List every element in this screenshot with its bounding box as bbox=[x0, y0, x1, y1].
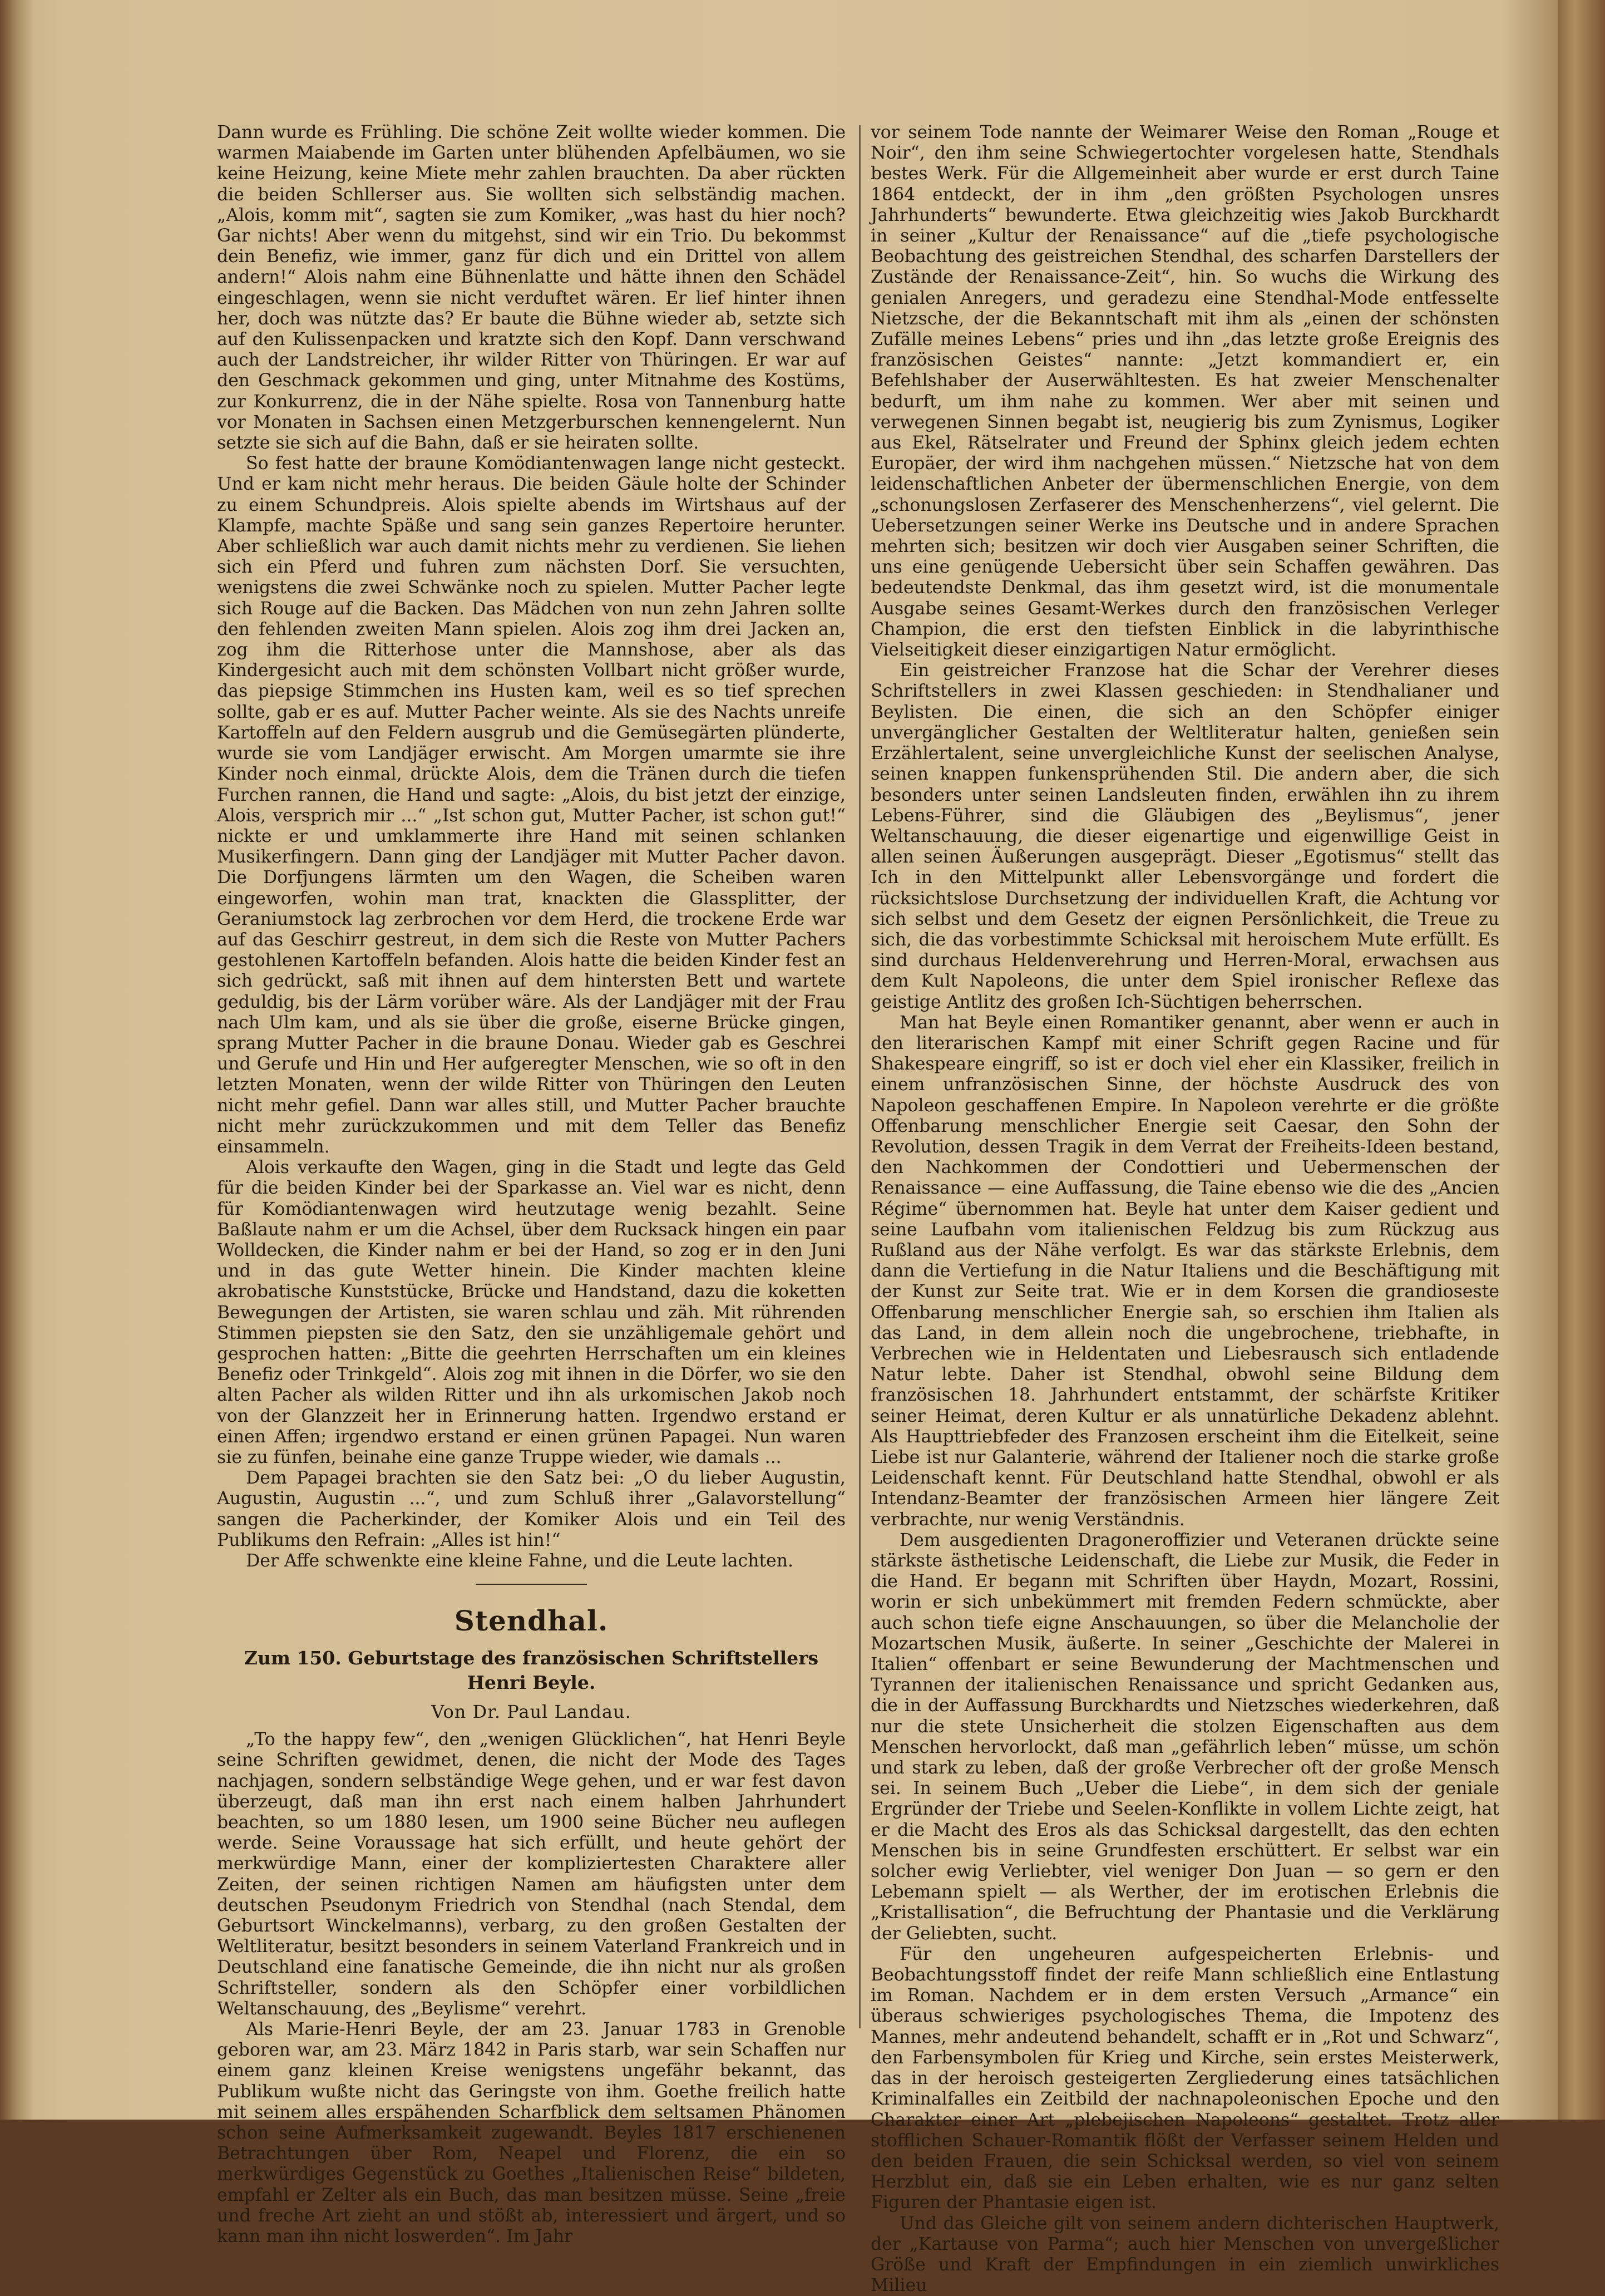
article-paragraph: vor seinem Tode nannte der Weimarer Weise den Roman „Rouge et Noir“, den ihm seine Schwiegertochter vorgelesen hatte, Stendhals bestes Werk. Für die Allgemeinheit aber wurde er erst durch Taine 1864 entdeckt, der in ihm „den größten Psychologen unsres Jahrhunderts“ bewunderte. Etwa gleichzeitig wies Jakob Burckhardt in seiner „Kultur der Renaissance“ auf die „tiefe psychologische Beobachtung des geistreichen Stendhal, des scharfen Darstellers der Zustände der Renaissance-Zeit“, hin. So wuchs die Wirkung des genialen Anregers, und geradezu eine Stendhal-Mode entfesselte Nietzsche, der die Bekanntschaft mit ihm als „einen der schönsten Zufälle meines Lebens“ pries und ihn „das letzte große Ereignis des französischen Geistes“ nannte: „Jetzt kommandiert er, ein Befehlshaber der Auserwähltesten. Es hat zweier Menschenalter bedurft, um ihm nahe zu kommen. Wer aber mit seinen und verwegenen Sinnen begabt ist, neugierig bis zum Zynismus, Logiker aus Ekel, Rätselrater und Freund der Sphinx gleich jedem echten Europäer, der wird ihm nachgehen müssen.“ Nietzsche hat von dem leidenschaftlichen Anbeter der übermenschlichen Energie, von dem „schonungslosen Zerfaserer des Menschenherzens“, viel gelernt. Die Uebersetzungen seiner Werke ins Deutsche und in andere Sprachen mehrten sich; besitzen wir doch vier Ausgaben seiner Schriften, die uns eine genügende Uebersicht über sein Schaffen gewähren. Das bedeutendste Denkmal, das ihm gesetzt wird, ist die monumentale Ausgabe seines Gesamt-Werkes durch den französischen Verleger Champion, die erst den tiefsten Einblick in die labyrinthische Vielseitigkeit dieser einzigartigen Natur ermöglicht. bbox=[871, 122, 1499, 661]
story-paragraph: Der Affe schwenkte eine kleine Fahne, und die Leute lachten. bbox=[246, 1551, 793, 1571]
right-column bbox=[871, 122, 1499, 2296]
left-column bbox=[217, 122, 846, 2247]
story-paragraph: So fest hatte der braune Komödiantenwagen lange nicht gesteckt. Und er kam nicht mehr heraus. Die beiden Gäule holte der Schinder zu einem Schundpreis. Alois spielte abends im Wirtshaus auf der Klampfe, machte Späße und sang sein ganzes Repertoire herunter. Aber schließlich war auch damit nichts mehr zu verdienen. Sie liehen sich ein Pferd und fuhren zum nächsten Dorf. Sie versuchten, wenigstens die zwei Schwänke noch zu spielen. Mutter Pacher legte sich Rouge auf die Backen. Das Mädchen von nun zehn Jahren sollte den fehlenden zweiten Mann spielen. Alois zog ihm drei Jacken an, zog ihm die Ritterhose unter die Mannshose, aber als das Kindergesicht auch mit dem schönsten Vollbart nicht größer wurde, das piepsige Stimmchen ins Husten kam, weil es so tief sprechen sollte, gab er es auf. Mutter Pacher weinte. Als sie des Nachts unreife Kartoffeln auf den Feldern ausgrub und die Gemüsegärten plünderte, wurde sie vom Landjäger erwischt. Am Morgen umarmte sie ihre Kinder noch einmal, drückte Alois, dem die Tränen durch die tiefen Furchen rannen, die Hand und sagte: „Alois, du bist jetzt der einzige, Alois, versprich mir ...“ „Ist schon gut, Mutter Pacher, ist schon gut!“ nickte er und umklammerte ihre Hand mit seinen schlanken Musikerfingern. Dann ging der Landjäger mit Mutter Pacher davon. Die Dorfjungens lärmten um den Wagen, die Scheiben waren eingeworfen, wohin man trat, knackten die Glassplitter, der Geraniumstock lag zerbrochen vor dem Herd, die trockene Erde war auf das Geschirr gestreut, in dem sich die Reste von Mutter Pachers gestohlenen Kartoffeln befanden. Alois hatte die beiden Kinder fest an sich gedrückt, saß mit ihnen auf dem hintersten Bett und wartete geduldig, bis der Lärm vorüber wäre. Als der Landjäger mit der Frau nach Ulm kam, und als sie über die große, eiserne Brücke gingen, sprang Mutter Pacher in die braune Donau. Wieder gab es Geschrei und Gerufe und Hin und Her aufgeregter Menschen, wie so oft in den letzten Monaten, wenn der wilde Ritter von Thüringen den Leuten nicht mehr gefiel. Dann war alles still, und Mutter Pacher brauchte nicht mehr zurückzukommen und mit dem Teller das Benefiz einsammeln. bbox=[217, 454, 846, 1157]
article-paragraph: Ein geistreicher Franzose hat die Schar der Verehrer dieses Schriftstellers in zwei Klassen geschieden: in Stendhalianer und Beylisten. Die einen, die sich an den Schöpfer einiger unvergänglicher Gestalten der Weltliteratur halten, genießen sein Erzählertalent, seine unvergleichliche Kunst der seelischen Analyse, seinen knappen funkensprühenden Stil. Die andern aber, die sich besonders unter seinen Landsleuten finden, erwählen ihn zu ihrem Lebens-Führer, sind die Gläubigen des „Beylismus“, jener Weltanschauung, die dieser eigenartige und eigenwillige Geist in allen seinen Äußerungen ausgeprägt. Dieser „Egotismus“ stellt das Ich in den Mittelpunkt aller Lebensvorgänge und fordert die rücksichtslose Durchsetzung der individuellen Kraft, die Achtung vor sich selbst und dem Gesetz der eignen Persönlichkeit, die Treue zu sich, die das vorbestimmte Schicksal mit heroischem Mute erfüllt. Es sind durchaus Heldenverehrung und Herren-Moral, erwachsen aus dem Kult Napoleons, die unter dem Spiel ironischer Reflexe das geistige Antlitz des großen Ich-Süchtigen beherrschen. bbox=[871, 661, 1499, 1012]
column-divider bbox=[859, 125, 861, 2028]
section-divider bbox=[476, 1584, 587, 1585]
article-paragraph: Für den ungeheuren aufgespeicherten Erlebnis- und Beobachtungsstoff findet der reife Mann schließlich eine Entlastung im Roman. Nachdem er in dem ersten Versuch „Armance“ ein überaus schwieriges psychologisches Thema, die Impotenz des Mannes, mehr andeutend behandelt, schafft er in „Rot und Schwarz“, den Farbensymbolen für Krieg und Kirche, sein erstes Meisterwerk, das in der heroisch gesteigerten Zergliederung eines tatsächlichen Kriminalfalles ein Zeitbild der nachnapoleonischen Epoche und den Charakter einer Art „plebejischen Napoleons“ gestaltet. Trotz aller stofflichen Schauer-Romantik flößt der Verfasser seinem Helden und den beiden Frauen, die sein Schicksal werden, so viel von seinem Herzblut ein, daß sie ein Leben erhalten, wie es nur ganz selten Figuren der Phantasie eigen ist. bbox=[871, 1944, 1499, 2213]
article-subtitle: Zum 150. Geburtstage des französischen Schriftstellers Henri Beyle. bbox=[244, 1647, 819, 1694]
newspaper-page bbox=[50, 0, 1572, 2296]
article-paragraph: Als Marie-Henri Beyle, der am 23. Januar 1783 in Grenoble geboren war, am 23. März 1842 in Paris starb, war sein Schaffen nur einem ganz kleinen Kreise wenigstens ungefähr bekannt, das Publikum wußte nicht das Geringste von ihm. Goethe freilich hatte mit seinem alles erspähenden Scharfblick dem seltsamen Phänomen schon seine Aufmerksamkeit zugewandt. Beyles 1817 erschienenen Betrachtungen über Rom, Neapel und Florenz, die ein so merkwürdiges Gegenstück zu Goethes „Italienischen Reise“ bildeten, empfahl er Zelter als ein Buch, das man besitzen müsse. Seine „freie und freche Art zieht an und stößt ab, interessiert und ärgert, und so kann man ihn nicht loswerden“. Im Jahr bbox=[217, 2019, 846, 2247]
article-paragraph: Man hat Beyle einen Romantiker genannt, aber wenn er auch in den literarischen Kampf mit einer Schrift gegen Racine und für Shakespeare eingriff, so ist er doch viel eher ein Klassiker, freilich in einem unfranzösischen Sinne, der höchste Ausdruck des von Napoleon geschaffenen Empire. In Napoleon verehrte er die größte Offenbarung menschlicher Energie seit Caesar, den Sohn der Revolution, dessen Tragik in dem Verrat der Freiheits-Ideen bestand, den Nachkommen der Condottieri und Uebermenschen der Renaissance — eine Auffassung, die Taine ebenso wie die des „Ancien Régime“ übernommen hat. Beyle hat unter dem Kaiser gedient und seine Laufbahn vom italienischen Feldzug bis zum Rückzug aus Rußland aus der Nähe verfolgt. Es war das stärkste Erlebnis, dem dann die Vertiefung in die Natur Italiens und die Beschäftigung mit der Kunst zur Seite trat. Wie er in dem Korsen die grandioseste Offenbarung menschlicher Energie sah, so erschien ihm Italien als das Land, in dem allein noch die ungebrochene, triebhafte, in Verbrechen wie in Heldentaten und Liebesrausch sich entladende Natur lebte. Daher ist Stendhal, obwohl seine Bildung dem französischen 18. Jahrhundert entstammt, der schärfste Kritiker seiner Heimat, deren Kultur er als unnatürliche Dekadenz ablehnt. Als Haupttriebfeder des Franzosen erscheint ihm die Eitelkeit, seine Liebe ist nur Galanterie, während der Italiener noch die starke große Leidenschaft kennt. Für Deutschland hatte Stendhal, obwohl er als Intendanz-Beamter der französischen Armeen hier längere Zeit verbrachte, nur wenig Verständnis. bbox=[871, 1012, 1499, 1530]
article-paragraph: „To the happy few“, den „wenigen Glücklichen“, hat Henri Beyle seine Schriften gewidmet, denen, die nicht der Mode des Tages nachjagen, sondern selbständige Wege gehen, und er war fest davon überzeugt, daß man ihn erst nach einem halben Jahrhundert beachten, so um 1880 lesen, um 1900 seine Bücher neu auflegen werde. Seine Voraussage hat sich erfüllt, und heute gehört der merkwürdige Mann, einer der kompliziertesten Charaktere aller Zeiten, der seinen richtigen Namen am häufigsten unter dem deutschen Pseudonym Friedrich von Stendhal (nach Stendal, dem Geburtsort Winckelmanns), verbarg, zu den großen Gestalten der Weltliteratur, besitzt besonders in seinem Vaterland Frankreich und in Deutschland eine fanatische Gemeinde, die ihn nicht nur als großen Schriftsteller, sondern als den Schöpfer einer vorbildlichen Weltanschauung, des „Beylisme“ verehrt. bbox=[217, 1730, 846, 2019]
story-paragraph: Dem Papagei brachten sie den Satz bei: „O du lieber Augustin, Augustin, Augustin ...“, und zum Schluß ihrer „Galavorstellung“ sangen die Pacherkinder, der Komiker Alois und ein Teil des Publikums den Refrain: „Alles ist hin!“ bbox=[217, 1468, 846, 1550]
article-title: Stendhal. bbox=[454, 1604, 609, 1638]
story-paragraph: Alois verkaufte den Wagen, ging in die Stadt und legte das Geld für die beiden Kinder bei der Sparkasse an. Viel war es nicht, denn für Komödiantenwagen wird heutzutage wenig bezahlt. Seine Baßlaute nahm er um die Achsel, über dem Rucksack hingen ein paar Wolldecken, die Kinder nahm er bei der Hand, so zog er in den Juni und in das gute Wetter hinein. Die Kinder machten kleine akrobatische Kunststücke, Brücke und Handstand, dazu die koketten Bewegungen der Artisten, sie waren schlau und zäh. Mit rührenden Stimmen piepsten sie den Satz, den sie unzähligemale gehört und gesprochen hatten: „Bitte die geehrten Herrschaften um ein kleines Benefiz oder Trinkgeld“. Alois zog mit ihnen in die Dörfer, wo sie den alten Pacher als wilden Ritter und ihn als urkomischen Jakob noch von der Glanzzeit her in Erinnerung hatten. Irgendwo erstand er einen Affen; irgendwo erstand er einen grünen Papagei. Nun waren sie zu fünfen, beinahe eine ganze Truppe wieder, wie damals ... bbox=[217, 1157, 846, 1467]
story-paragraph: Dann wurde es Frühling. Die schöne Zeit wollte wieder kommen. Die warmen Maiabende im Garten unter blühenden Apfelbäumen, wo sie keine Heizung, keine Miete mehr zahlen brauchten. Da aber rückten die beiden Schllerser aus. Sie wollten sich selbständig machen. „Alois, komm mit“, sagten sie zum Komiker, „was hast du hier noch? Gar nichts! Aber wenn du mitgehst, sind wir ein Trio. Du bekommst dein Benefiz, wie immer, ganz für dich und ein Drittel von allem andern!“ Alois nahm eine Bühnenlatte und hätte ihnen den Schädel eingeschlagen, wenn sie nicht verduftet wären. Er lief hinter ihnen her, doch was nützte das? Er baute die Bühne wieder ab, setzte sich auf den Kulissenpacken und kratzte sich den Kopf. Dann verschwand auch der Landstreicher, ihr wilder Ritter von Thüringen. Er war auf den Geschmack gekommen und ging, unter Mitnahme des Kostüms, zur Konkurrenz, die in der Nähe spielte. Rosa von Tannenburg hatte vor Monaten in Sachsen einen Metzgerburschen kennengelernt. Nun setzte sie sich auf die Bahn, daß er sie heiraten sollte. bbox=[217, 122, 846, 454]
article-paragraph: Dem ausgedienten Dragoneroffizier und Veteranen drückte seine stärkste ästhetische Leidenschaft, die Liebe zur Musik, die Feder in die Hand. Er begann mit Schriften über Haydn, Mozart, Rossini, worin er sich unbekümmert mit fremden Federn schmückte, aber auch schon tiefe eigne Anschauungen, so über die Melancholie der Mozartschen Musik, äußerte. In seiner „Geschichte der Malerei in Italien“ offenbart er seine Bewunderung der Machtmenschen und Tyrannen der italienischen Renaissance und spricht Gedanken aus, die in der Auffassung Burckhardts und Nietzsches wiederkehren, daß nur die stete Unsicherheit die stolzen Eigenschaften aus dem Menschen hervorlockt, daß man „gefährlich leben“ müsse, um schön und stark zu leben, daß der große Verbrecher oft der große Mensch sei. In seinem Buch „Ueber die Liebe“, in dem sich der geniale Ergründer der Triebe und Seelen-Konflikte in vollem Lichte zeigt, hat er die Macht des Eros als das Schicksal dargestellt, das den echten Menschen bis in seine Grundfesten erschüttert. Er selbst war ein solcher ewig Verliebter, viel weniger Don Juan — so gern er den Lebemann spielt — als Werther, der im erotischen Erlebnis die „Kristallisation“, die Befruchtung der Phantasie und die Verklärung der Geliebten, sucht. bbox=[871, 1530, 1499, 1944]
article-byline: Von Dr. Paul Landau. bbox=[431, 1701, 631, 1723]
article-paragraph: Und das Gleiche gilt von seinem andern dichterischen Hauptwerk, der „Kartause von Parma“; auch hier Menschen von unvergeßlicher Größe und Kraft der Empfindungen in ein ziemlich unwirkliches Milieu bbox=[871, 2213, 1499, 2296]
